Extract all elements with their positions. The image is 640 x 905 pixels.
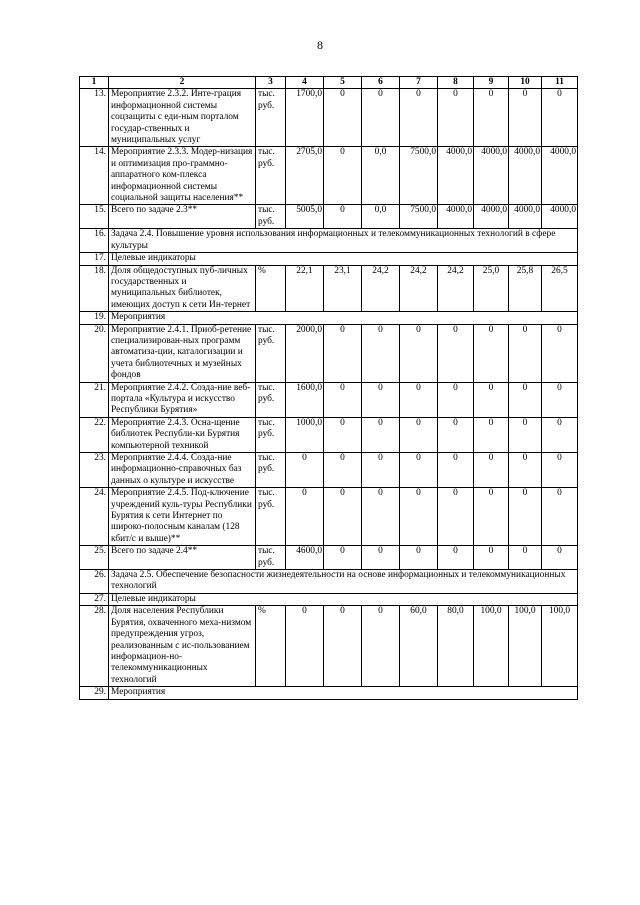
value-cell: 4000,0 xyxy=(474,147,509,205)
column-number-cell: 5 xyxy=(324,77,362,89)
value-cell: 0 xyxy=(509,324,542,382)
row-name: Мероприятие 2.4.5. Под-ключение учреждений куль-туры Республики Бурятия к сети Интернет по широко-полосным каналам (128 кбит/с и выше)** xyxy=(109,488,256,546)
value-cell: 0 xyxy=(400,488,438,546)
row-unit: тыс. руб. xyxy=(256,488,286,546)
value-cell: 0 xyxy=(362,488,400,546)
value-cell: 4000,0 xyxy=(438,205,474,229)
column-number-cell: 2 xyxy=(109,77,256,89)
value-cell: 100,0 xyxy=(474,606,509,687)
value-cell: 0 xyxy=(509,417,542,452)
value-cell: 0 xyxy=(324,417,362,452)
row-name: Мероприятие 2.3.3. Модер-низация и оптимизация про-граммно-аппаратного ком-плекса информационной системы социальной защиты населения** xyxy=(109,147,256,205)
value-cell: 4000,0 xyxy=(438,147,474,205)
row-name: Мероприятие 2.4.1. Приоб-ретение специализирован-ных программ автоматиза-ции, каталогизации и учета библиотечных и музейных фондов xyxy=(109,324,256,382)
value-cell: 0 xyxy=(542,382,578,417)
value-cell: 0 xyxy=(362,417,400,452)
row-number: 18. xyxy=(80,265,109,312)
section-row xyxy=(80,229,578,253)
value-cell: 0 xyxy=(509,89,542,147)
row-unit: тыс. руб. xyxy=(256,147,286,205)
value-cell: 0 xyxy=(509,546,542,570)
table-row xyxy=(80,265,578,312)
value-cell: 0 xyxy=(324,382,362,417)
value-cell: 0 xyxy=(362,606,400,687)
column-number-cell: 11 xyxy=(542,77,578,89)
section-title: Целевые индикаторы xyxy=(109,253,578,265)
value-cell: 0 xyxy=(362,89,400,147)
value-cell: 0 xyxy=(400,382,438,417)
value-cell: 0 xyxy=(474,546,509,570)
section-title: Мероприятия xyxy=(109,312,578,324)
value-cell: 0 xyxy=(438,488,474,546)
table-row xyxy=(80,546,578,570)
value-cell: 0 xyxy=(542,417,578,452)
section-title: Мероприятия xyxy=(109,687,578,699)
value-cell: 2705,0 xyxy=(286,147,324,205)
value-cell: 0 xyxy=(324,205,362,229)
value-cell: 2000,0 xyxy=(286,324,324,382)
table-row xyxy=(80,205,578,229)
section-row xyxy=(80,593,578,605)
table-row xyxy=(80,147,578,205)
row-name: Мероприятие 2.4.3. Осна-щение библиотек Республи-ки Бурятия компьютерной техникой xyxy=(109,417,256,452)
value-cell: 0,0 xyxy=(362,205,400,229)
table-row xyxy=(80,417,578,452)
row-number: 17. xyxy=(80,253,109,265)
value-cell: 0 xyxy=(438,324,474,382)
table-row xyxy=(80,89,578,147)
value-cell: 0 xyxy=(362,546,400,570)
page-number: 8 xyxy=(317,38,323,52)
row-name: Мероприятие 2.4.4. Созда-ние информационно-справочных баз данных о культуре и искусстве xyxy=(109,453,256,488)
value-cell: 4000,0 xyxy=(509,205,542,229)
value-cell: 24,2 xyxy=(400,265,438,312)
row-name: Всего по задаче 2.4** xyxy=(109,546,256,570)
value-cell: 80,0 xyxy=(438,606,474,687)
value-cell: 0 xyxy=(474,417,509,452)
value-cell: 1700,0 xyxy=(286,89,324,147)
value-cell: 0 xyxy=(400,546,438,570)
row-unit: % xyxy=(256,606,286,687)
value-cell: 0 xyxy=(324,453,362,488)
table-row xyxy=(80,324,578,382)
section-row xyxy=(80,253,578,265)
row-name: Доля общедоступных пуб-личных государственных и муниципальных библиотек, имеющих доступ к сети Ин-тернет xyxy=(109,265,256,312)
value-cell: 0 xyxy=(474,488,509,546)
value-cell: 7500,0 xyxy=(400,147,438,205)
value-cell: 0 xyxy=(362,453,400,488)
row-number: 25. xyxy=(80,546,109,570)
row-number: 26. xyxy=(80,570,109,594)
value-cell: 22,1 xyxy=(286,265,324,312)
value-cell: 0 xyxy=(474,89,509,147)
row-name: Мероприятие 2.3.2. Инте-грация информационной системы соцзащиты с еди-ным порталом государ-ственных и муниципальных услуг xyxy=(109,89,256,147)
row-number: 28. xyxy=(80,606,109,687)
row-number: 27. xyxy=(80,593,109,605)
column-number-cell: 3 xyxy=(256,77,286,89)
section-title: Задача 2.5. Обеспечение безопасности жизнедеятельности на основе информационных и телекоммуникационных технологий xyxy=(109,570,578,594)
row-unit: тыс. руб. xyxy=(256,453,286,488)
row-name: Доля населения Республики Бурятия, охваченного меха-низмом предупреждения угроз, реализованным с ис-пользованием информацион-но-телекоммуникационных технологий xyxy=(109,606,256,687)
row-number: 23. xyxy=(80,453,109,488)
value-cell: 0 xyxy=(438,417,474,452)
column-number-cell: 1 xyxy=(80,77,109,89)
value-cell: 0 xyxy=(286,606,324,687)
value-cell: 0 xyxy=(324,606,362,687)
value-cell: 0 xyxy=(509,382,542,417)
value-cell: 7500,0 xyxy=(400,205,438,229)
row-number: 29. xyxy=(80,687,109,699)
value-cell: 0 xyxy=(324,147,362,205)
row-unit: тыс. руб. xyxy=(256,324,286,382)
section-title: Целевые индикаторы xyxy=(109,593,578,605)
value-cell: 24,2 xyxy=(362,265,400,312)
row-number: 15. xyxy=(80,205,109,229)
column-number-cell: 8 xyxy=(438,77,474,89)
row-number: 13. xyxy=(80,89,109,147)
value-cell: 1000,0 xyxy=(286,417,324,452)
value-cell: 24,2 xyxy=(438,265,474,312)
row-number: 14. xyxy=(80,147,109,205)
section-row xyxy=(80,687,578,699)
row-number: 20. xyxy=(80,324,109,382)
value-cell: 4000,0 xyxy=(542,147,578,205)
table-row xyxy=(80,488,578,546)
value-cell: 0 xyxy=(324,324,362,382)
column-number-cell: 6 xyxy=(362,77,400,89)
value-cell: 0 xyxy=(509,488,542,546)
table-row xyxy=(80,453,578,488)
value-cell: 0 xyxy=(400,89,438,147)
value-cell: 0,0 xyxy=(362,147,400,205)
value-cell: 0 xyxy=(542,488,578,546)
value-cell: 1600,0 xyxy=(286,382,324,417)
value-cell: 25,8 xyxy=(509,265,542,312)
table-row xyxy=(80,606,578,687)
row-number: 16. xyxy=(80,229,109,253)
value-cell: 23,1 xyxy=(324,265,362,312)
section-row xyxy=(80,570,578,594)
value-cell: 0 xyxy=(286,453,324,488)
value-cell: 4000,0 xyxy=(509,147,542,205)
value-cell: 0 xyxy=(286,488,324,546)
value-cell: 0 xyxy=(400,417,438,452)
value-cell: 60,0 xyxy=(400,606,438,687)
row-unit: тыс. руб. xyxy=(256,205,286,229)
value-cell: 5005,0 xyxy=(286,205,324,229)
value-cell: 0 xyxy=(438,89,474,147)
section-title: Задача 2.4. Повышение уровня использования информационных и телекоммуникационных технологий в сфере культуры xyxy=(109,229,578,253)
value-cell: 0 xyxy=(542,89,578,147)
row-number: 19. xyxy=(80,312,109,324)
column-number-cell: 4 xyxy=(286,77,324,89)
value-cell: 0 xyxy=(542,453,578,488)
value-cell: 0 xyxy=(438,546,474,570)
program-table xyxy=(79,76,578,700)
value-cell: 25,0 xyxy=(474,265,509,312)
value-cell: 0 xyxy=(362,324,400,382)
value-cell: 0 xyxy=(400,453,438,488)
column-number-cell: 9 xyxy=(474,77,509,89)
row-name: Всего по задаче 2.3** xyxy=(109,205,256,229)
row-unit: тыс. руб. xyxy=(256,546,286,570)
value-cell: 0 xyxy=(438,382,474,417)
row-number: 21. xyxy=(80,382,109,417)
table-header-row xyxy=(80,77,578,89)
column-number-cell: 10 xyxy=(509,77,542,89)
row-unit: тыс. руб. xyxy=(256,417,286,452)
value-cell: 4600,0 xyxy=(286,546,324,570)
value-cell: 100,0 xyxy=(509,606,542,687)
value-cell: 0 xyxy=(542,324,578,382)
value-cell: 0 xyxy=(324,546,362,570)
value-cell: 26,5 xyxy=(542,265,578,312)
value-cell: 100,0 xyxy=(542,606,578,687)
section-row xyxy=(80,312,578,324)
value-cell: 4000,0 xyxy=(474,205,509,229)
value-cell: 0 xyxy=(509,453,542,488)
value-cell: 0 xyxy=(474,382,509,417)
table-row xyxy=(80,382,578,417)
row-unit: тыс. руб. xyxy=(256,382,286,417)
value-cell: 4000,0 xyxy=(542,205,578,229)
value-cell: 0 xyxy=(324,89,362,147)
value-cell: 0 xyxy=(438,453,474,488)
value-cell: 0 xyxy=(542,546,578,570)
value-cell: 0 xyxy=(474,324,509,382)
value-cell: 0 xyxy=(324,488,362,546)
value-cell: 0 xyxy=(362,382,400,417)
column-number-cell: 7 xyxy=(400,77,438,89)
row-name: Мероприятие 2.4.2. Созда-ние веб-портала «Культура и искусство Республики Бурятия» xyxy=(109,382,256,417)
row-unit: тыс. руб. xyxy=(256,89,286,147)
row-number: 22. xyxy=(80,417,109,452)
row-number: 24. xyxy=(80,488,109,546)
value-cell: 0 xyxy=(474,453,509,488)
row-unit: % xyxy=(256,265,286,312)
value-cell: 0 xyxy=(400,324,438,382)
